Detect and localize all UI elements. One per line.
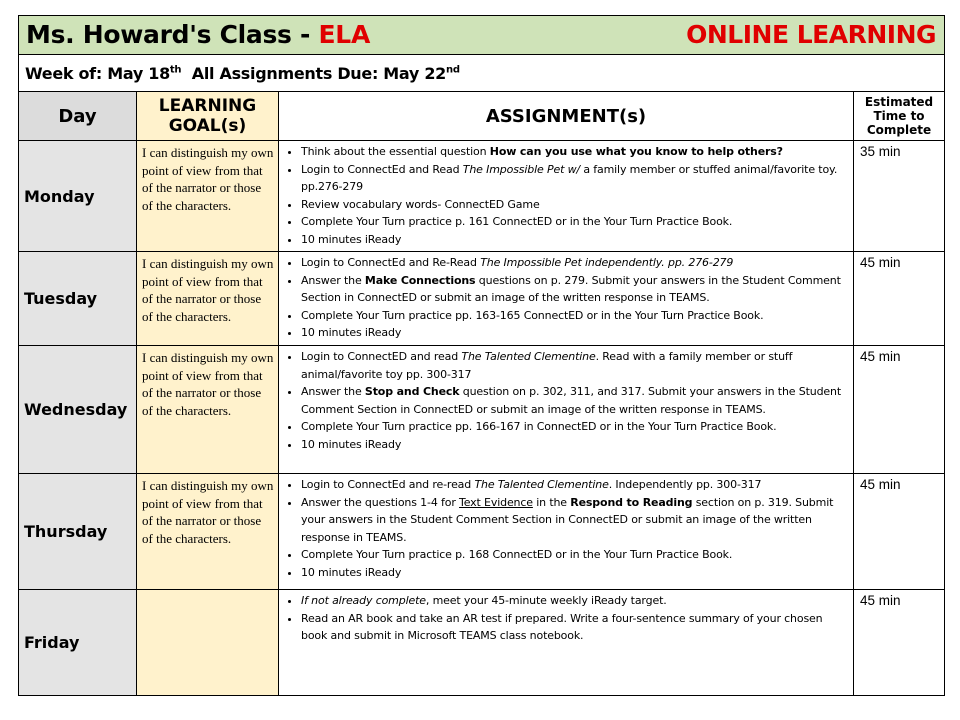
day-tuesday: Tuesday — [19, 252, 137, 346]
learning-goal-friday — [137, 590, 279, 696]
list-item: • If not already complete, meet your 45-minute weekly iReady target. — [301, 592, 849, 610]
time-wednesday: 45 min — [854, 346, 945, 474]
goal-header-line2: GOAL(s) — [168, 116, 247, 136]
day-thursday: Thursday — [19, 474, 137, 590]
class-name: Ms. Howard's Class - — [26, 20, 319, 49]
list-item: • 10 minutes iReady — [301, 436, 849, 454]
online-learning-label: ONLINE LEARNING — [686, 20, 937, 49]
week-cell — [19, 55, 945, 92]
time-tuesday: 45 min — [854, 252, 945, 346]
list-item: • Login to ConnectEd and re-read The Talented Clementine. Independently pp. 300-317 — [301, 476, 849, 494]
list-item: • Complete Your Turn practice pp. 163-165 ConnectED or in the Your Turn Practice Book. — [301, 307, 849, 325]
learning-goal-header — [137, 92, 279, 141]
list-item: • Answer the questions 1-4 for Text Evidence in the Respond to Reading section on p. 319. Submit your answers in the Student Comment Section in ConnectED or submit an image of the written response in TEAMS. — [301, 494, 849, 547]
time-thursday: 45 min — [854, 474, 945, 590]
title-row — [19, 16, 945, 55]
list-item: • Review vocabulary words- ConnectED Game — [301, 196, 849, 214]
learning-goal-wednesday: I can distinguish my own point of view from that of the narrator or those of the characters. — [137, 346, 279, 474]
column-header-row — [19, 92, 945, 141]
assignments-monday — [279, 141, 854, 252]
assignments-wednesday — [279, 346, 854, 474]
assignments-tuesday — [279, 252, 854, 346]
day-wednesday: Wednesday — [19, 346, 137, 474]
list-item: • 10 minutes iReady — [301, 564, 849, 582]
weekly-schedule — [18, 15, 944, 696]
friday-row — [19, 590, 945, 696]
estimated-time-header — [854, 92, 945, 141]
subject-label: ELA — [318, 20, 370, 49]
assignment-header: ASSIGNMENT(s) — [279, 92, 854, 141]
time-monday: 35 min — [854, 141, 945, 252]
learning-goal-tuesday: I can distinguish my own point of view from that of the narrator or those of the characters. — [137, 252, 279, 346]
week-label: Week of: May 18 — [25, 63, 170, 83]
list-item: • Complete Your Turn practice p. 161 ConnectED or in the Your Turn Practice Book. — [301, 213, 849, 231]
est-header-line3: Complete — [866, 123, 932, 137]
day-header: Day — [19, 92, 137, 141]
est-header-line2: Time to — [873, 109, 925, 123]
goal-header-line1: LEARNING — [158, 96, 257, 116]
day-friday: Friday — [19, 590, 137, 696]
week-suffix: th — [169, 64, 182, 76]
list-item: • Complete Your Turn practice p. 168 ConnectED or in the Your Turn Practice Book. — [301, 546, 849, 564]
est-header-line1: Estimated — [864, 95, 934, 109]
due-label: All Assignments Due: May 22 — [191, 63, 447, 83]
time-friday: 45 min — [854, 590, 945, 696]
list-item: • Login to ConnectEd and Re-Read The Impossible Pet independently. pp. 276-279 — [301, 254, 849, 272]
learning-goal-monday: I can distinguish my own point of view from that of the narrator or those of the characters. — [137, 141, 279, 252]
assignments-thursday — [279, 474, 854, 590]
title-cell — [19, 16, 945, 55]
list-item: • Answer the Make Connections questions on p. 279. Submit your answers in the Student Comment Section in ConnectED or submit an image of the written response in TEAMS. — [301, 272, 849, 307]
schedule-table — [18, 15, 945, 696]
list-item: • Read an AR book and take an AR test if prepared. Write a four-sentence summary of your chosen book and submit in Microsoft TEAMS class notebook. — [301, 610, 849, 645]
tuesday-row — [19, 252, 945, 346]
class-title — [19, 16, 370, 54]
due-suffix: nd — [446, 64, 460, 76]
thursday-row — [19, 474, 945, 590]
list-item: • 10 minutes iReady — [301, 231, 849, 249]
list-item: • 10 minutes iReady — [301, 324, 849, 342]
list-item: • Login to ConnectED and read The Talented Clementine. Read with a family member or stuff animal/favorite toy pp. 300-317 — [301, 348, 849, 383]
learning-goal-thursday: I can distinguish my own point of view from that of the narrator or those of the characters. — [137, 474, 279, 590]
day-monday: Monday — [19, 141, 137, 252]
list-item: • Answer the Stop and Check question on p. 302, 311, and 317. Submit your answers in the Student Comment Section in ConnectED or submit an image of the written response in TEAMS. — [301, 383, 849, 418]
wednesday-row — [19, 346, 945, 474]
list-item: • Login to ConnectEd and Read The Impossible Pet w/ a family member or stuffed animal/favorite toy. pp.276-279 — [301, 161, 849, 196]
assignments-friday — [279, 590, 854, 696]
list-item: • Complete Your Turn practice pp. 166-167 in ConnectED or in the Your Turn Practice Book. — [301, 418, 849, 436]
monday-row — [19, 141, 945, 252]
week-row — [19, 55, 945, 92]
list-item: • Think about the essential question How can you use what you know to help others? — [301, 143, 849, 161]
